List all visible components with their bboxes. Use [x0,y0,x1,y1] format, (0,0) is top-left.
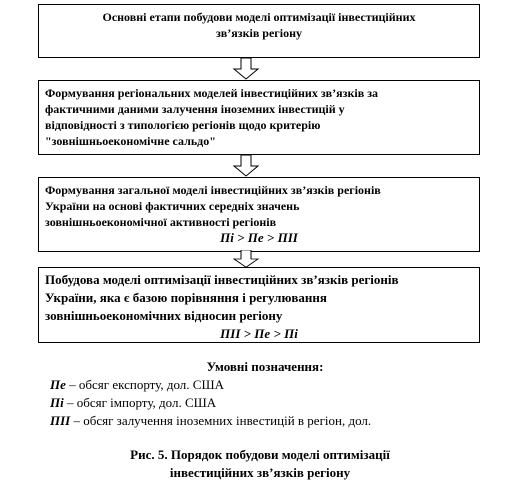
stage-text: "зовнішньоекономічне сальдо" [45,134,216,148]
legend-text: – обсяг експорту, дол. США [65,377,224,392]
stage-formula: ПІІ > Пе > Пі [220,326,298,341]
legend-text: – обсяг залучення іноземних інвестицій в регіон, дол. [70,413,372,428]
stage-text: Побудова моделі оптимізації інвестиційних зв’язків регіонів [45,272,399,287]
figure-caption [40,446,480,482]
legend-text: – обсяг імпорту, дол. США [63,395,217,410]
down-arrow-icon [232,58,260,80]
stage-formula: Пі > Пе > ПІІ [220,230,298,245]
legend-symbol: Пі [50,395,64,410]
legend-item [50,412,480,430]
stage-text: України на основі фактичних середніх значень [45,199,300,213]
stage-text: зовнішньоекономічних відносин регіону [45,308,283,323]
legend-item [50,376,480,394]
stage-box-regional-models [38,80,480,155]
legend-symbol: Пе [50,377,66,392]
stage-text: Основні етапи побудови моделі оптимізації інвестиційних [102,10,416,24]
stage-box-main [38,4,480,58]
stage-box-optimization-model [38,267,480,343]
legend-symbol: ПІІ [50,413,71,428]
down-arrow-icon [232,250,260,268]
stage-text: України, яка є базою порівняння і регулювання [45,290,327,305]
caption-line: інвестиційних зв’язків регіону [169,465,351,480]
stage-box-general-model [38,177,480,252]
stage-text: Формування регіональних моделей інвестиційних зв’язків за [45,86,379,100]
stage-text: зовнішньоекономічної активності регіонів [45,215,277,229]
caption-line: Рис. 5. Порядок побудови моделі оптимізації [130,447,390,462]
stage-text: Формування загальної моделі інвестиційних зв’язків регіонів [45,183,381,197]
stage-text: відповідності з типологією регіонів щодо критерію [45,118,321,132]
stage-text: зв’язків регіону [215,26,303,40]
legend [50,358,480,430]
legend-item [50,394,480,412]
stage-text: фактичними даними залучення іноземних інвестицій у [45,102,345,116]
legend-title: Умовні позначення: [206,359,324,374]
down-arrow-icon [232,155,260,177]
